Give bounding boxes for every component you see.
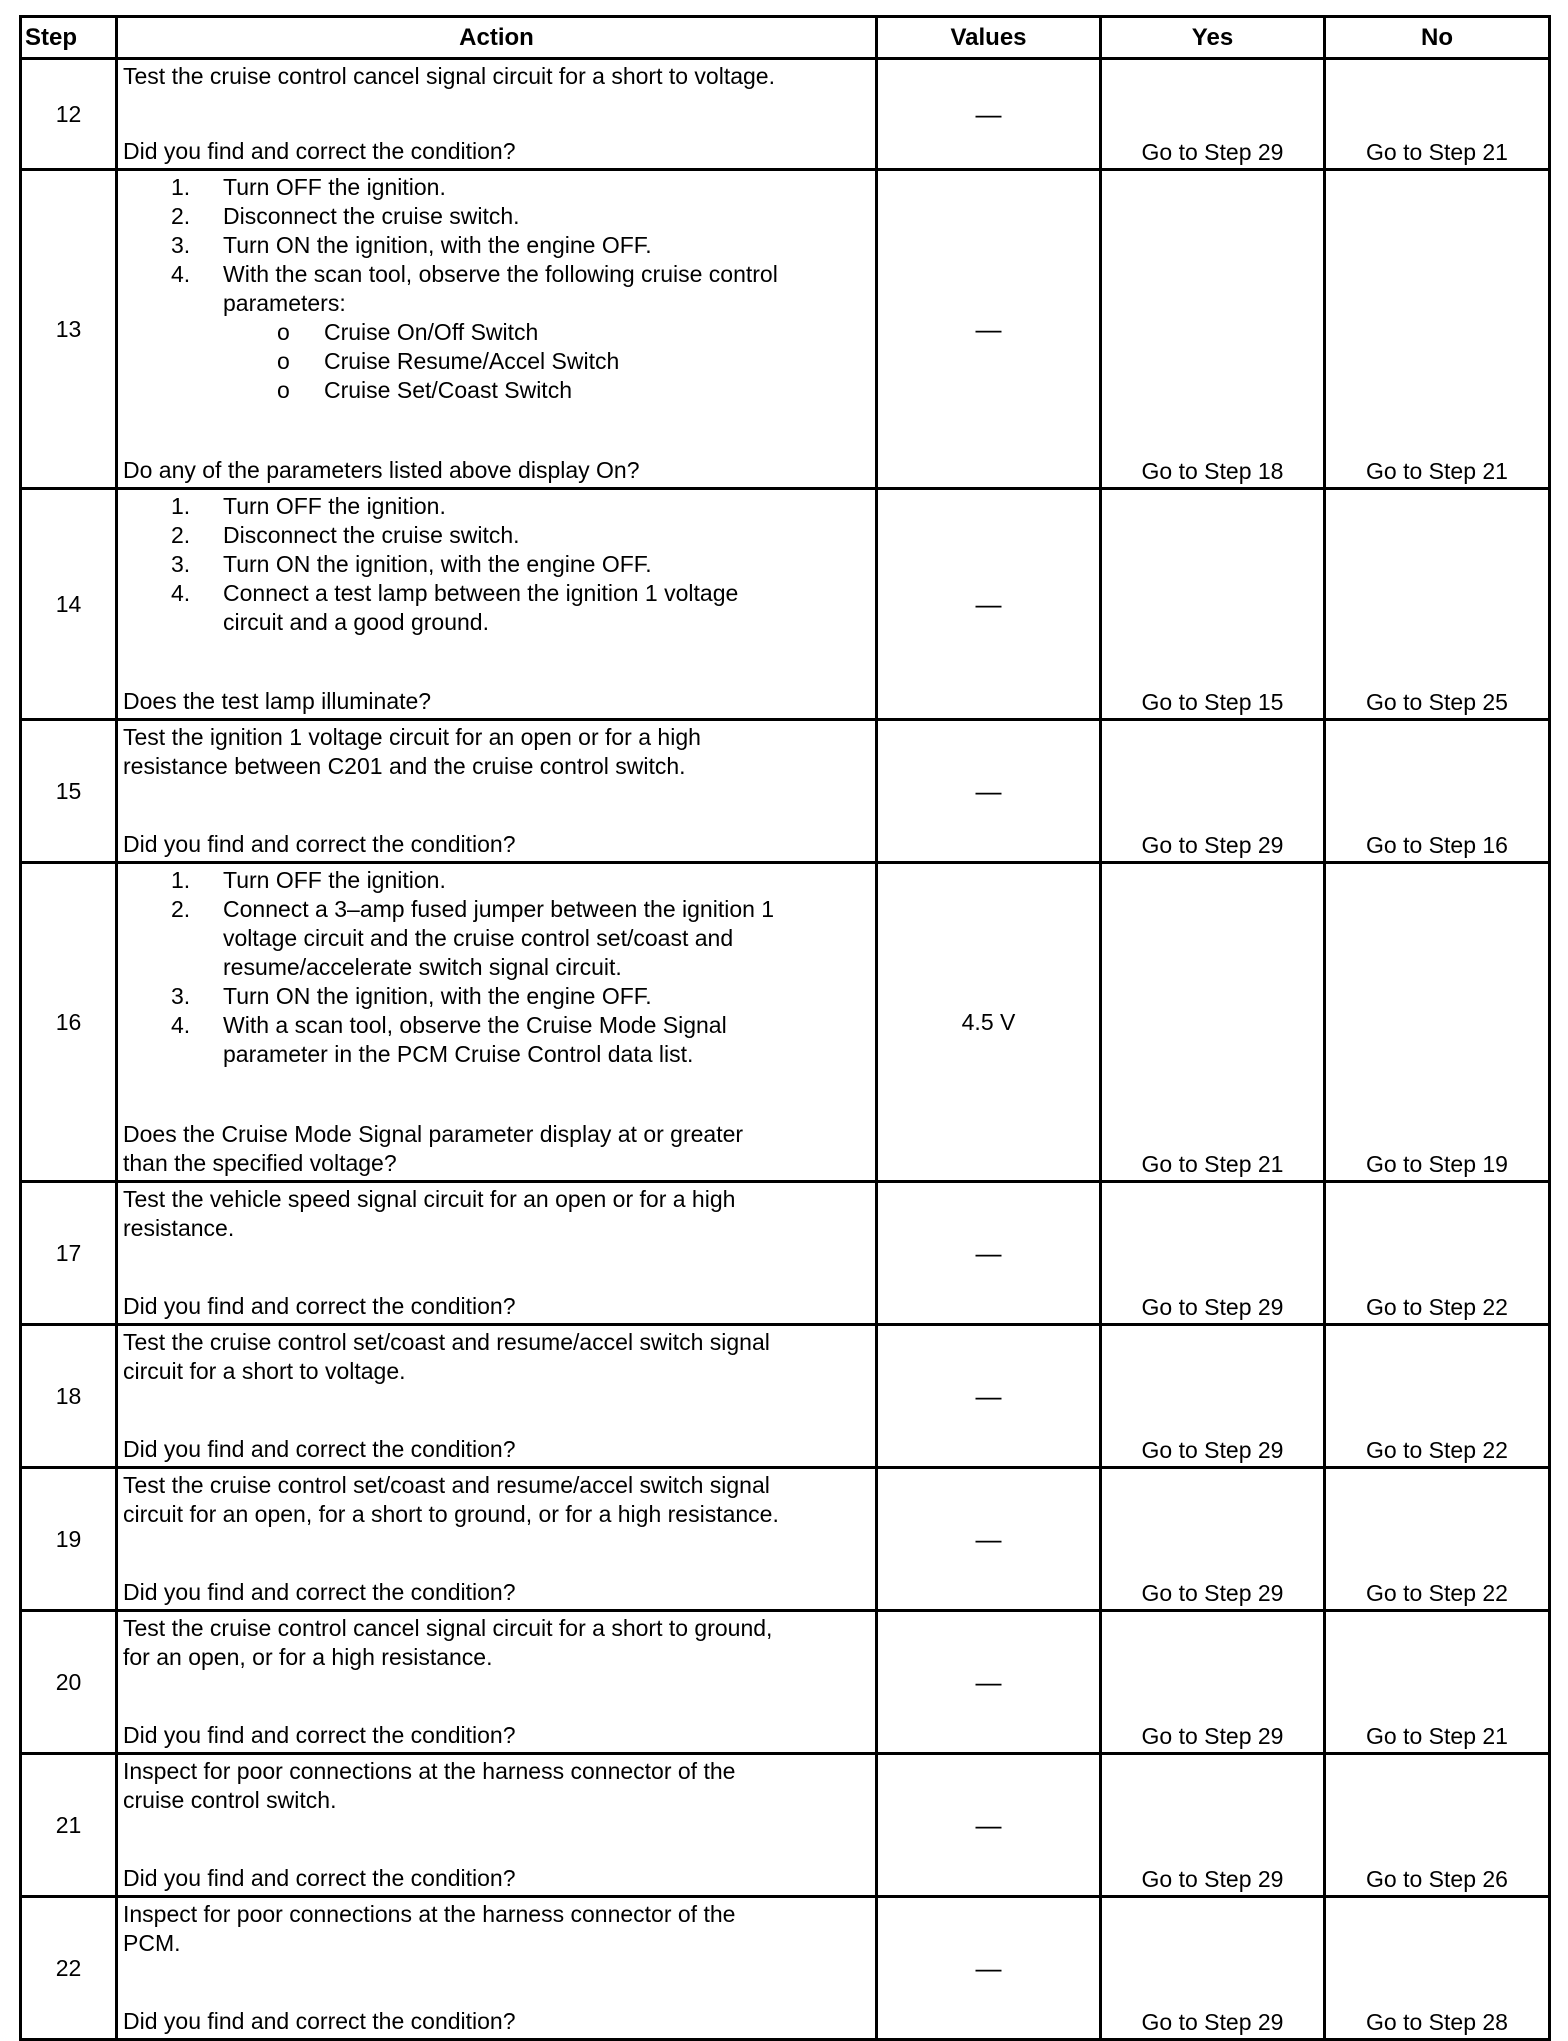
value-text: —: [975, 775, 1002, 806]
step-number: 14: [21, 489, 117, 720]
action-cell: [117, 863, 877, 1182]
action-question: Did you find and correct the condition?: [123, 1865, 516, 1891]
action-text: cruise control switch.: [123, 1787, 337, 1813]
action-cell: [117, 1325, 877, 1468]
action-text: circuit for a short to voltage.: [123, 1358, 406, 1384]
values-cell: [877, 720, 1101, 863]
procedure-list: [123, 492, 871, 637]
table-row: [21, 170, 1550, 489]
yes-cell: Go to Step 15: [1101, 489, 1325, 720]
value-text: —: [975, 1666, 1002, 1697]
action-text: Test the cruise control cancel signal circuit for a short to voltage.: [123, 63, 775, 89]
action-text: resistance.: [123, 1215, 235, 1241]
action-question: Does the Cruise Mode Signal parameter display at or greater: [123, 1121, 744, 1147]
step-number: 13: [21, 170, 117, 489]
step-number: 21: [21, 1754, 117, 1897]
no-cell: Go to Step 25: [1325, 489, 1550, 720]
step-number: 22: [21, 1897, 117, 2040]
list-item: 4. With the scan tool, observe the following cruise control parameters:: [171, 261, 778, 316]
step-number: 12: [21, 59, 117, 170]
action-question: Does the test lamp illuminate?: [123, 688, 432, 714]
value-text: —: [975, 1952, 1002, 1983]
list-item: 1. Turn OFF the ignition.: [171, 174, 446, 200]
yes-cell: Go to Step 29: [1101, 1468, 1325, 1611]
value-text: —: [975, 1380, 1002, 1411]
table-row: [21, 489, 1550, 720]
no-cell: Go to Step 19: [1325, 863, 1550, 1182]
action-question: Did you find and correct the condition?: [123, 138, 516, 164]
step-number: 17: [21, 1182, 117, 1325]
no-cell: Go to Step 22: [1325, 1468, 1550, 1611]
table-row: [21, 1182, 1550, 1325]
yes-cell: Go to Step 29: [1101, 59, 1325, 170]
list-item: 3. Turn ON the ignition, with the engine OFF.: [171, 232, 652, 258]
diagnostic-table-page: [19, 15, 1548, 2041]
step-number: 19: [21, 1468, 117, 1611]
no-cell: Go to Step 26: [1325, 1754, 1550, 1897]
values-cell: [877, 1325, 1101, 1468]
action-text: Test the cruise control set/coast and resume/accel switch signal: [123, 1329, 770, 1355]
action-cell: [117, 1611, 877, 1754]
parameter-list: [123, 318, 871, 405]
yes-cell: Go to Step 21: [1101, 863, 1325, 1182]
action-text: PCM.: [123, 1930, 181, 1956]
yes-cell: Go to Step 29: [1101, 1611, 1325, 1754]
header-no: No: [1325, 17, 1550, 59]
values-cell: [877, 1754, 1101, 1897]
list-item: 4. Connect a test lamp between the ignition 1 voltage circuit and a good ground.: [171, 580, 739, 635]
value-text: 4.5 V: [961, 1008, 1016, 1035]
action-question: Do any of the parameters listed above display On?: [123, 457, 640, 483]
table-row: [21, 1325, 1550, 1468]
value-text: —: [975, 313, 1002, 344]
table-row: [21, 1611, 1550, 1754]
action-text: circuit for an open, for a short to ground, or for a high resistance.: [123, 1501, 779, 1527]
yes-cell: Go to Step 29: [1101, 1182, 1325, 1325]
list-item: 3. Turn ON the ignition, with the engine OFF.: [171, 551, 652, 577]
values-cell: [877, 1611, 1101, 1754]
table-header-row: [21, 17, 1550, 59]
action-question: Did you find and correct the condition?: [123, 1436, 516, 1462]
action-cell: [117, 1754, 877, 1897]
header-values: Values: [877, 17, 1101, 59]
action-cell: [117, 720, 877, 863]
step-number: 16: [21, 863, 117, 1182]
value-text: —: [975, 588, 1002, 619]
yes-cell: Go to Step 29: [1101, 1897, 1325, 2040]
action-question: than the specified voltage?: [123, 1150, 397, 1176]
table-row: [21, 59, 1550, 170]
action-cell: [117, 1897, 877, 2040]
values-cell: [877, 489, 1101, 720]
action-question: Did you find and correct the condition?: [123, 1722, 516, 1748]
list-item: o Cruise Resume/Accel Switch: [277, 348, 620, 374]
action-cell: [117, 1182, 877, 1325]
action-text: Test the ignition 1 voltage circuit for an open or for a high: [123, 724, 701, 750]
list-item: o Cruise Set/Coast Switch: [277, 377, 572, 403]
table-row: [21, 1468, 1550, 1611]
yes-cell: Go to Step 18: [1101, 170, 1325, 489]
no-cell: Go to Step 22: [1325, 1325, 1550, 1468]
action-text: Inspect for poor connections at the harness connector of the: [123, 1758, 736, 1784]
header-step: Step: [21, 17, 117, 59]
no-cell: Go to Step 21: [1325, 59, 1550, 170]
yes-cell: Go to Step 29: [1101, 1325, 1325, 1468]
header-action: Action: [117, 17, 877, 59]
values-cell: [877, 1897, 1101, 2040]
values-cell: [877, 863, 1101, 1182]
table-row: [21, 1897, 1550, 2040]
action-question: Did you find and correct the condition?: [123, 1293, 516, 1319]
list-item: 1. Turn OFF the ignition.: [171, 493, 446, 519]
action-text: Test the cruise control cancel signal circuit for a short to ground,: [123, 1615, 773, 1641]
procedure-list: [123, 173, 871, 318]
action-question: Did you find and correct the condition?: [123, 2008, 516, 2034]
no-cell: Go to Step 16: [1325, 720, 1550, 863]
no-cell: Go to Step 22: [1325, 1182, 1550, 1325]
procedure-list: [123, 866, 871, 1069]
yes-cell: Go to Step 29: [1101, 720, 1325, 863]
table-row: [21, 863, 1550, 1182]
table-row: [21, 1754, 1550, 1897]
no-cell: Go to Step 21: [1325, 170, 1550, 489]
action-cell: [117, 1468, 877, 1611]
values-cell: [877, 59, 1101, 170]
action-cell: [117, 59, 877, 170]
action-question: Did you find and correct the condition?: [123, 831, 516, 857]
header-yes: Yes: [1101, 17, 1325, 59]
action-text: for an open, or for a high resistance.: [123, 1644, 493, 1670]
values-cell: [877, 170, 1101, 489]
list-item: 2. Disconnect the cruise switch.: [171, 522, 520, 548]
action-question: Did you find and correct the condition?: [123, 1579, 516, 1605]
action-text: Test the vehicle speed signal circuit for an open or for a high: [123, 1186, 736, 1212]
list-item: 1. Turn OFF the ignition.: [171, 867, 446, 893]
action-cell: [117, 170, 877, 489]
diagnostic-table: [19, 15, 1551, 2041]
action-text: Test the cruise control set/coast and resume/accel switch signal: [123, 1472, 770, 1498]
values-cell: [877, 1468, 1101, 1611]
list-item: o Cruise On/Off Switch: [277, 319, 539, 345]
value-text: —: [975, 1809, 1002, 1840]
list-item: 2. Connect a 3–amp fused jumper between the ignition 1 voltage circuit and the cruise control set/coast and resume/accelerate switch signal circuit.: [171, 896, 775, 980]
no-cell: Go to Step 21: [1325, 1611, 1550, 1754]
value-text: —: [975, 1237, 1002, 1268]
step-number: 15: [21, 720, 117, 863]
list-item: 3. Turn ON the ignition, with the engine OFF.: [171, 983, 652, 1009]
value-text: —: [975, 1523, 1002, 1554]
table-row: [21, 720, 1550, 863]
value-text: —: [975, 98, 1002, 129]
list-item: 4. With a scan tool, observe the Cruise Mode Signal parameter in the PCM Cruise Control data list.: [171, 1012, 727, 1067]
step-number: 20: [21, 1611, 117, 1754]
step-number: 18: [21, 1325, 117, 1468]
action-text: resistance between C201 and the cruise control switch.: [123, 753, 686, 779]
action-cell: [117, 489, 877, 720]
no-cell: Go to Step 28: [1325, 1897, 1550, 2040]
yes-cell: Go to Step 29: [1101, 1754, 1325, 1897]
values-cell: [877, 1182, 1101, 1325]
action-text: Inspect for poor connections at the harness connector of the: [123, 1901, 736, 1927]
list-item: 2. Disconnect the cruise switch.: [171, 203, 520, 229]
